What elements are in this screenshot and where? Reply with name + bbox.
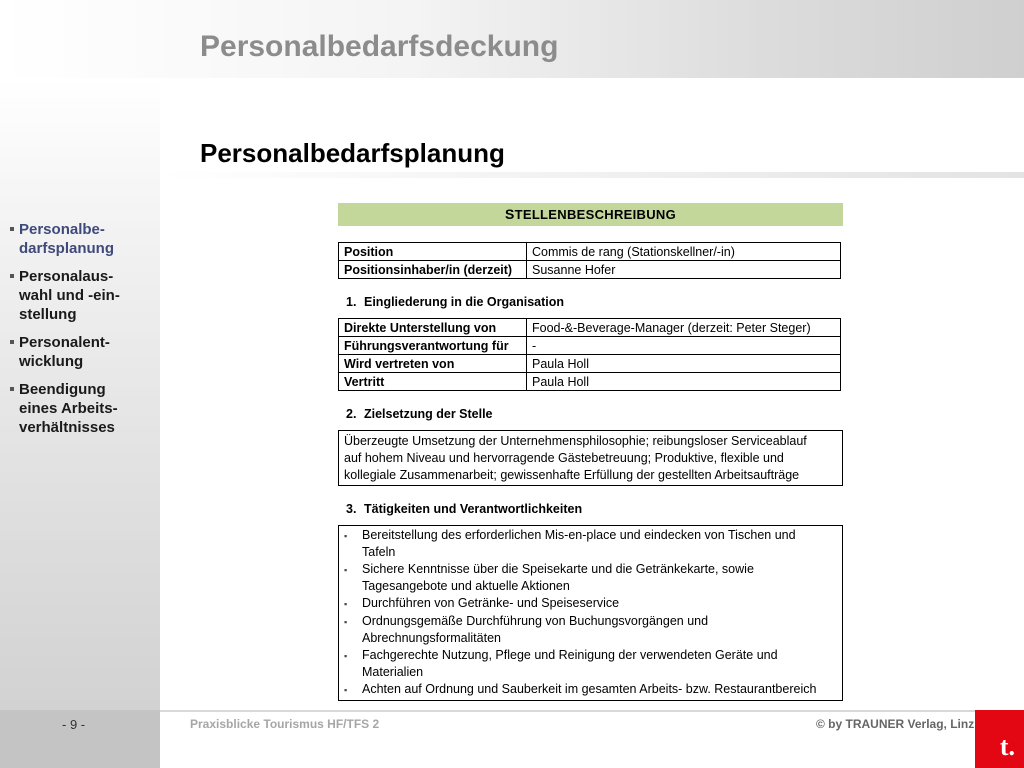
- sidebar-item-label: Beendigung eines Arbeits- verhältnisses: [19, 381, 118, 436]
- list-item-line: Bereitstellung des erforderlichen Mis-en-place und eindecken von Tischen und: [362, 528, 796, 542]
- section-title: Eingliederung in die Organisation: [364, 295, 565, 309]
- table-row: [339, 373, 841, 391]
- list-item-line: Achten auf Ordnung und Sauberkeit im gesamten Arbeits- bzw. Restaurantbereich: [362, 682, 817, 696]
- section-number: 1.: [346, 295, 357, 309]
- list-item-line: Abrechnungsformalitäten: [362, 631, 501, 645]
- footer-book-title: Praxisblicke Tourismus HF/TFS 2: [190, 717, 380, 731]
- row-label: Positionsinhaber/in (derzeit): [339, 261, 527, 279]
- document-heading: [338, 203, 843, 226]
- logo-text: t.: [999, 732, 1015, 761]
- row-label: Vertritt: [339, 373, 527, 391]
- row-value: Paula Holl: [527, 373, 841, 391]
- row-value: Food-&-Beverage-Manager (derzeit: Peter Steger): [527, 319, 841, 337]
- section-heading: [346, 407, 843, 421]
- bullet-icon: [10, 274, 14, 278]
- row-label: Direkte Unterstellung von: [339, 319, 527, 337]
- trauner-logo: [975, 710, 1024, 768]
- sidebar-item-label: Personalent- wicklung: [19, 334, 110, 370]
- list-item-line: Tagesangebote und aktuelle Aktionen: [362, 579, 570, 593]
- sidebar-nav: [10, 220, 150, 446]
- document-heading-initial: S: [504, 206, 515, 222]
- bullet-icon: ▪: [344, 531, 348, 541]
- bullet-icon: [10, 340, 14, 344]
- objective-line: kollegiale Zusammenarbeit; gewissenhafte Erfüllung der gestellten Arbeitsaufträge: [344, 468, 800, 482]
- organisation-table: [338, 318, 841, 391]
- page-number: - 9 -: [62, 717, 86, 732]
- bullet-icon: ▪: [344, 599, 348, 609]
- bullet-icon: ▪: [344, 651, 348, 661]
- sidebar-item-beendigung[interactable]: [10, 380, 150, 437]
- section-number: 2.: [346, 407, 357, 421]
- objective-line: auf hohem Niveau und hervorragende Gästebetreuung; Produktive, flexible und: [344, 451, 784, 465]
- list-item: [344, 595, 837, 613]
- list-item-line: Ordnungsgemäße Durchführung von Buchungsvorgängen und: [362, 614, 709, 628]
- bullet-icon: [10, 227, 14, 231]
- tasks-list: [338, 525, 843, 701]
- position-table: [338, 242, 841, 279]
- bullet-icon: [10, 387, 14, 391]
- sidebar-item-label: Personalaus- wahl und -ein- stellung: [19, 268, 120, 323]
- row-label: Wird vertreten von: [339, 355, 527, 373]
- table-row: [339, 355, 841, 373]
- section-heading: [346, 502, 843, 516]
- document-heading-rest: TELLENBESCHREIBUNG: [514, 207, 677, 222]
- row-value: Paula Holl: [527, 355, 841, 373]
- row-label: Position: [339, 243, 527, 261]
- row-value: Commis de rang (Stationskellner/-in): [527, 243, 841, 261]
- sidebar-item-label: Personalbe- darfsplanung: [19, 221, 115, 257]
- list-item-line: Durchführen von Getränke- und Speiseservice: [362, 596, 620, 610]
- table-row: [339, 337, 841, 355]
- list-item-line: Materialien: [362, 665, 424, 679]
- job-description-document: [338, 203, 843, 701]
- section-heading: [346, 295, 843, 309]
- table-row: [339, 243, 841, 261]
- list-item-line: Tafeln: [362, 545, 396, 559]
- bullet-icon: ▪: [344, 565, 348, 575]
- subtitle-divider: [160, 172, 1024, 178]
- objective-box: [338, 430, 843, 486]
- section-title: Zielsetzung der Stelle: [364, 407, 493, 421]
- list-item-line: Sichere Kenntnisse über die Speisekarte und die Getränkekarte, sowie: [362, 562, 754, 576]
- section-title: Tätigkeiten und Verantwortlichkeiten: [364, 502, 583, 516]
- row-value: -: [527, 337, 841, 355]
- sidebar-item-personalentwicklung[interactable]: [10, 333, 150, 371]
- slide-title: Personalbedarfsdeckung: [200, 30, 559, 63]
- table-row: [339, 319, 841, 337]
- table-row: [339, 261, 841, 279]
- row-value: Susanne Hofer: [527, 261, 841, 279]
- slide-subtitle: Personalbedarfsplanung: [200, 138, 505, 168]
- section-number: 3.: [346, 502, 357, 516]
- footer-copyright: © by TRAUNER Verlag, Linz: [816, 717, 975, 731]
- objective-line: Überzeugte Umsetzung der Unternehmensphilosophie; reibungsloser Serviceablauf: [344, 434, 807, 448]
- bullet-icon: ▪: [344, 685, 348, 695]
- bullet-icon: ▪: [344, 617, 348, 627]
- list-item: [344, 527, 837, 561]
- row-label: Führungsverantwortung für: [339, 337, 527, 355]
- list-item: [344, 681, 837, 699]
- sidebar-item-personalauswahl[interactable]: [10, 267, 150, 324]
- list-item: [344, 647, 837, 681]
- list-item-line: Fachgerechte Nutzung, Pflege und Reinigung der verwendeten Geräte und: [362, 648, 778, 662]
- list-item: [344, 613, 837, 647]
- list-item: [344, 561, 837, 595]
- sidebar-item-personalbedarfsplanung[interactable]: [10, 220, 150, 258]
- footer-divider: [160, 710, 975, 712]
